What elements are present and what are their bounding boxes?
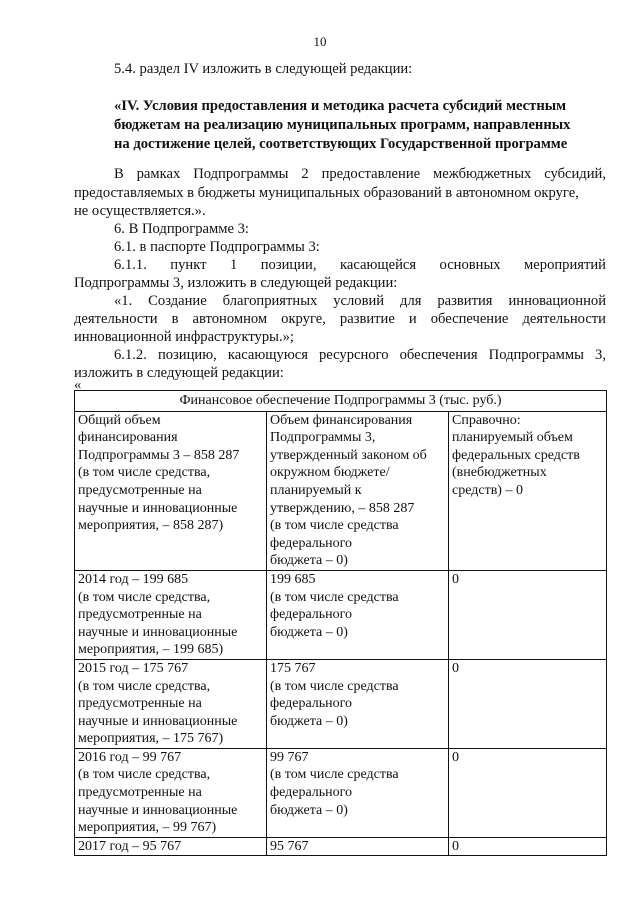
header-cell-total bbox=[75, 411, 267, 570]
header-cell-reference bbox=[449, 411, 607, 570]
cell-text-line: финансирования bbox=[78, 430, 178, 446]
cell-text-line: 2015 год – 175 767 bbox=[78, 660, 189, 676]
cell-text-line: утвержденный законом об bbox=[270, 447, 427, 463]
cell-text-line: 99 767 bbox=[270, 749, 309, 765]
table-title-row bbox=[75, 391, 607, 412]
reference-cell bbox=[449, 570, 607, 659]
cell-text-line: планируемый к bbox=[270, 482, 362, 498]
item-6-1-2-line-1: 6.1.2. позицию, касающуюся ресурсного обеспечения Подпрограммы 3, bbox=[114, 347, 606, 363]
cell-text-line: научные и инновационные bbox=[78, 624, 238, 640]
section-heading-line-1: «IV. Условия предоставления и методика расчета субсидий местным bbox=[114, 98, 567, 114]
budget-cell bbox=[267, 570, 449, 659]
cell-text-line: 0 bbox=[452, 571, 459, 587]
cell-text-line: мероприятия, – 199 685) bbox=[78, 642, 224, 658]
cell-text-line: (в том числе средства bbox=[270, 518, 399, 534]
cell-text-line: мероприятия, – 99 767) bbox=[78, 820, 217, 836]
cell-text-line: федерального bbox=[270, 535, 353, 551]
cell-text-line: (в том числе средства bbox=[270, 767, 399, 783]
item-6-1-2-line-2: изложить в следующей редакции: bbox=[74, 365, 284, 381]
cell-text-line: научные и инновационные bbox=[78, 713, 238, 729]
table-row-2016 bbox=[75, 748, 607, 837]
cell-text-line: 95 767 bbox=[270, 838, 309, 854]
para1-line-3: не осуществляется.». bbox=[74, 203, 206, 219]
cell-text-line: 2017 год – 95 767 bbox=[78, 838, 182, 854]
cell-text-line: окружном бюджете/ bbox=[270, 465, 390, 481]
budget-cell bbox=[267, 748, 449, 837]
table-row-2015 bbox=[75, 659, 607, 748]
financing-table bbox=[74, 390, 607, 856]
item-6: 6. В Подпрограмме 3: bbox=[114, 221, 249, 237]
cell-text-line: предусмотренные на bbox=[78, 696, 202, 712]
table-header-row bbox=[75, 411, 607, 570]
cell-text-line: 0 bbox=[452, 838, 459, 854]
cell-text-line: бюджета – 0) bbox=[270, 553, 348, 569]
header-cell-volume bbox=[267, 411, 449, 570]
cell-text-line: Подпрограммы 3 – 858 287 bbox=[78, 447, 240, 463]
cell-text-line: федерального bbox=[270, 696, 353, 712]
cell-text-line: предусмотренные на bbox=[78, 482, 202, 498]
item-6-1-1-line-2: Подпрограммы 3, изложить в следующей редакции: bbox=[74, 275, 398, 291]
item-6-1-1-line-1: 6.1.1. пункт 1 позиции, касающейся основных мероприятий bbox=[114, 257, 606, 273]
table-row-2017 bbox=[75, 837, 607, 856]
cell-text-line: 0 bbox=[452, 660, 459, 676]
cell-text-line: Общий объем bbox=[78, 412, 161, 428]
cell-text-line: (в том числе средства, bbox=[78, 589, 211, 605]
para1-line-1: В рамках Подпрограммы 2 предоставление межбюджетных субсидий, bbox=[114, 166, 606, 182]
intro-line: 5.4. раздел IV изложить в следующей редакции: bbox=[114, 61, 413, 77]
cell-text-line: 2016 год – 99 767 bbox=[78, 749, 182, 765]
cell-text-line: 2014 год – 199 685 bbox=[78, 571, 189, 587]
para1-line-2: предоставляемых в бюджеты муниципальных образований в автономном округе, bbox=[74, 185, 579, 201]
reference-cell bbox=[449, 659, 607, 748]
cell-text-line: бюджета – 0) bbox=[270, 802, 348, 818]
budget-cell bbox=[267, 659, 449, 748]
cell-text-line: (в том числе средства, bbox=[78, 767, 211, 783]
cell-text-line: бюджета – 0) bbox=[270, 624, 348, 640]
year-total-cell bbox=[75, 659, 267, 748]
cell-text-line: мероприятия, – 858 287) bbox=[78, 518, 224, 534]
reference-cell bbox=[449, 837, 607, 856]
cell-text-line: мероприятия, – 175 767) bbox=[78, 731, 224, 747]
cell-text-line: научные и инновационные bbox=[78, 802, 238, 818]
cell-text-line: 0 bbox=[452, 749, 459, 765]
cell-text-line: средств) – 0 bbox=[452, 482, 523, 498]
year-total-cell bbox=[75, 837, 267, 856]
quote1-line-3: инновационной инфраструктуры.»; bbox=[74, 329, 294, 345]
item-6-1: 6.1. в паспорте Подпрограммы 3: bbox=[114, 239, 320, 255]
cell-text-line: утверждению, – 858 287 bbox=[270, 500, 415, 516]
cell-text-line: научные и инновационные bbox=[78, 500, 238, 516]
cell-text-line: планируемый объем bbox=[452, 430, 573, 446]
cell-text-line: бюджета – 0) bbox=[270, 713, 348, 729]
table-row-2014 bbox=[75, 570, 607, 659]
cell-text-line: (в том числе средства bbox=[270, 589, 399, 605]
cell-text-line: федерального bbox=[270, 607, 353, 623]
cell-text-line: предусмотренные на bbox=[78, 785, 202, 801]
section-heading-line-2: бюджетам на реализацию муниципальных программ, направленных bbox=[114, 117, 571, 133]
cell-text-line: (внебюджетных bbox=[452, 465, 547, 481]
cell-text-line: (в том числе средства, bbox=[78, 465, 211, 481]
quote1-line-1: «1. Создание благоприятных условий для развития инновационной bbox=[114, 293, 606, 309]
year-total-cell bbox=[75, 748, 267, 837]
budget-cell bbox=[267, 837, 449, 856]
quote1-line-2: деятельности в автономном округе, развитие и обеспечение деятельности bbox=[74, 311, 606, 327]
table-title: Финансовое обеспечение Подпрограммы 3 (тыс. руб.) bbox=[75, 391, 607, 412]
section-heading-line-3: на достижение целей, соответствующих Государственной программе bbox=[114, 136, 568, 152]
page-number: 10 bbox=[313, 34, 327, 49]
open-quote-mark: « bbox=[74, 377, 82, 393]
cell-text-line: 175 767 bbox=[270, 660, 316, 676]
cell-text-line: федеральных средств bbox=[452, 447, 580, 463]
cell-text-line: предусмотренные на bbox=[78, 607, 202, 623]
cell-text-line: (в том числе средства bbox=[270, 678, 399, 694]
cell-text-line: Справочно: bbox=[452, 412, 521, 428]
cell-text-line: федерального bbox=[270, 785, 353, 801]
cell-text-line: 199 685 bbox=[270, 571, 316, 587]
reference-cell bbox=[449, 748, 607, 837]
cell-text-line: Объем финансирования bbox=[270, 412, 413, 428]
cell-text-line: (в том числе средства, bbox=[78, 678, 211, 694]
cell-text-line: Подпрограммы 3, bbox=[270, 430, 376, 446]
year-total-cell bbox=[75, 570, 267, 659]
